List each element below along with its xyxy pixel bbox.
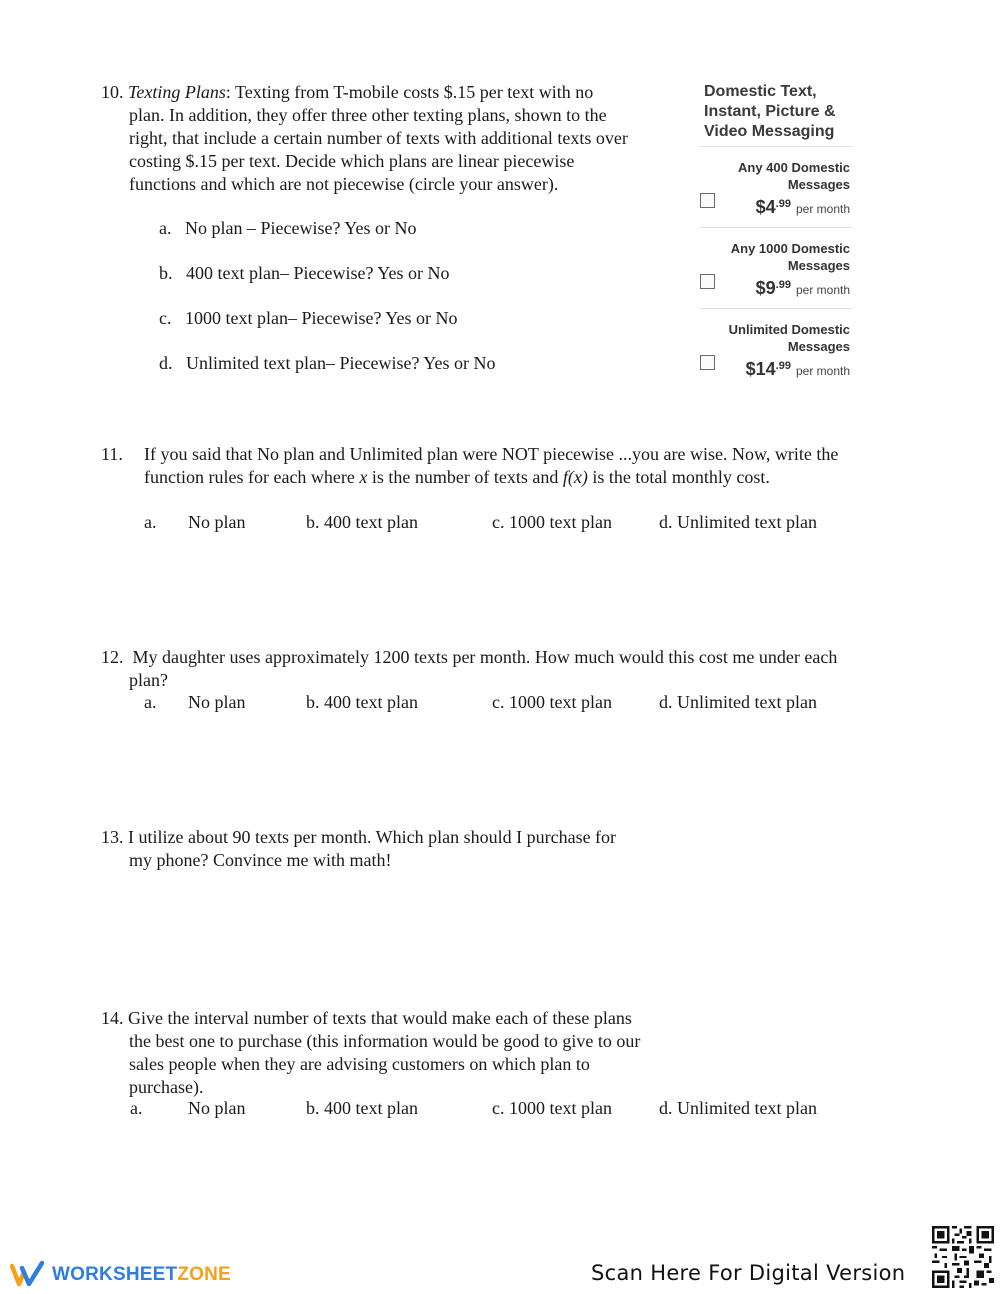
option-letter-a: a. (130, 1098, 143, 1118)
option-400-plan: b. 400 text plan (306, 692, 418, 712)
question-number: 12. (101, 647, 124, 667)
question-13: 13. I utilize about 90 texts per month. Which plan should I purchase for my phone? Convince me with math! (101, 827, 617, 870)
question-text-line: functions and which are not piecewise (circle your answer). (129, 174, 559, 194)
texting-plans-panel (700, 82, 852, 389)
plan-price: $\$14^{.99}$ per month (745, 359, 850, 379)
option-no-plan: No plan (188, 512, 246, 532)
worksheet-zone-logo[interactable] (10, 1260, 231, 1288)
logo-text-worksheet: WORKSHEET (52, 1263, 178, 1285)
option-400-plan: b. 400 text plan (306, 1098, 418, 1118)
question-title: Texting Plans (128, 82, 226, 102)
option-1000-plan: c. 1000 text plan (492, 692, 612, 712)
plan-400 (700, 147, 852, 228)
plan-unlimited (700, 309, 852, 389)
option-a: a. No plan – Piecewise? Yes or No (159, 218, 417, 238)
plan-name: Any 1000 Domestic Messages (730, 241, 850, 273)
scan-caption: Scan Here For Digital Version (591, 1261, 906, 1285)
plan-checkbox[interactable] (700, 193, 715, 208)
question-text-line: costing $.15 per text. Decide which plans are linear piecewise (129, 151, 575, 171)
option-1000-plan: c. 1000 text plan (492, 512, 612, 532)
option-c: c. 1000 text plan– Piecewise? Yes or No (159, 308, 458, 328)
question-text-line: plan. In addition, they offer three other texting plans, shown to the (129, 105, 607, 125)
question-10: 10. Texting Plans: Texting from T-mobile costs $.15 per text with no plan. In addition, they offer three other texting plans, shown to the right, that include a certain number of texts with additional texts over costing $.15 per text. Decide which plans are linear piecewise functions and which are not piecewise (circle your answer). (101, 82, 628, 194)
option-unlimited-plan: d. Unlimited text plan (659, 692, 817, 712)
question-12: 12. My daughter uses approximately 1200 texts per month. How much would this cost me under each plan? (101, 647, 838, 690)
question-number: 14. (101, 1008, 124, 1028)
option-letter-a: a. (144, 512, 157, 532)
plan-1000 (700, 228, 852, 309)
option-b: b. 400 text plan– Piecewise? Yes or No (159, 263, 450, 283)
option-d: d. Unlimited text plan– Piecewise? Yes or No (159, 353, 496, 373)
option-no-plan: No plan (188, 1098, 246, 1118)
plans-heading: Domestic Text, Instant, Picture & Video Messaging (700, 82, 852, 147)
option-400-plan: b. 400 text plan (306, 512, 418, 532)
question-text-line: right, that include a certain number of texts with additional texts over (129, 128, 628, 148)
question-14: 14. Give the interval number of texts that would make each of these plans the best one to purchase (this information would be good to give to our sales people when they are advising customers on which plan to purchase). (101, 1008, 641, 1097)
plan-name: Unlimited Domestic Messages (728, 322, 850, 354)
question-number: 10. (101, 82, 124, 102)
option-1000-plan: c. 1000 text plan (492, 1098, 612, 1118)
question-number: 13. (101, 827, 124, 847)
question-11-number: 11. (101, 444, 123, 464)
option-unlimited-plan: d. Unlimited text plan (659, 1098, 817, 1118)
w-logo-icon (10, 1260, 46, 1288)
plan-name: Any 400 Domestic Messages (738, 160, 850, 192)
question-11-text: If you said that No plan and Unlimited plan were NOT piecewise ...you are wise. Now, write the function rules for each where x is the number of texts and f(x) is the total monthly cost. (144, 444, 839, 487)
logo-text-zone: ZONE (177, 1263, 231, 1285)
qr-code-icon[interactable] (932, 1226, 994, 1288)
plan-price: $\$4^{.99}$ per month (755, 197, 850, 217)
plan-checkbox[interactable] (700, 274, 715, 289)
question-text-line: Texting from T-mobile costs $.15 per text with no (235, 82, 594, 102)
option-no-plan: No plan (188, 692, 246, 712)
option-letter-a: a. (144, 692, 157, 712)
option-unlimited-plan: d. Unlimited text plan (659, 512, 817, 532)
plan-price: $\$9^{.99}$ per month (755, 278, 850, 298)
plan-checkbox[interactable] (700, 355, 715, 370)
